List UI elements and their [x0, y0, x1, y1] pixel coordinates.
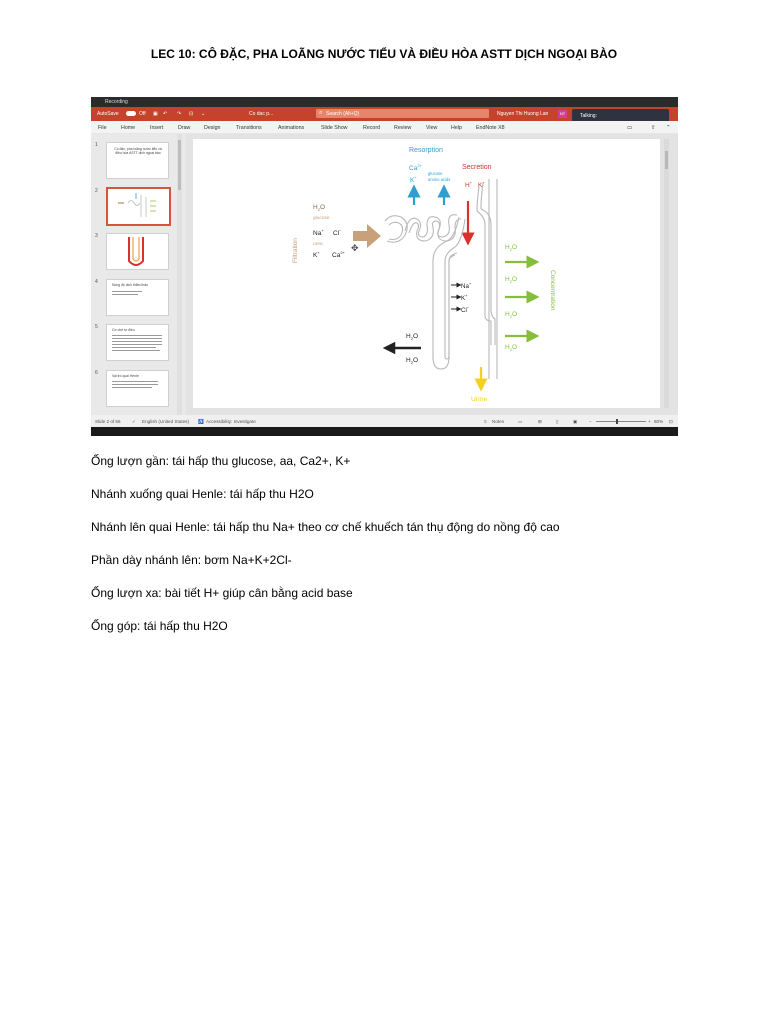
accessibility-icon[interactable]: ♿	[198, 419, 204, 424]
zoom-slider[interactable]	[596, 421, 646, 422]
slide-thumbnail[interactable]	[106, 142, 169, 179]
menu-slide-show[interactable]: Slide Show	[321, 125, 348, 131]
avatar[interactable]: NT	[559, 111, 566, 116]
filtration-sodium-label: Na+	[313, 228, 324, 237]
thumb-caption: Cơ chế tự điều	[112, 328, 135, 332]
filtration-potassium-label: K+	[313, 250, 320, 259]
scrollbar-thumb[interactable]	[665, 151, 668, 169]
comments-icon[interactable]: ▭	[627, 125, 633, 131]
menu-help[interactable]: Help	[451, 125, 462, 131]
powerpoint-screenshot	[91, 97, 678, 436]
slide-thumbnail[interactable]	[106, 279, 169, 316]
zoom-level[interactable]: 60%	[654, 419, 664, 424]
collapse-ribbon-icon[interactable]: ⌃	[666, 125, 671, 131]
talking-label: Talking:	[580, 113, 597, 119]
thumb-text-line	[112, 350, 160, 351]
slide-thumbnail-pane	[91, 134, 186, 415]
menu-endnote[interactable]: EndNote X8	[476, 125, 505, 131]
thumb-text-line	[112, 341, 162, 342]
filtration-chloride-label: Cl−	[333, 228, 342, 237]
more-icon[interactable]: ⌄	[201, 111, 206, 117]
filtration-h2o-label: $H_2O$	[313, 204, 325, 212]
nephron-diagram	[193, 139, 660, 408]
slide-thumbnail[interactable]	[106, 370, 169, 407]
search-input[interactable]	[316, 109, 489, 118]
loop-potassium-label: K+	[461, 293, 468, 302]
present-icon[interactable]: ⊡	[189, 111, 194, 117]
file-name[interactable]: Co dac p...	[249, 111, 274, 117]
thumb-loop-preview	[107, 234, 168, 269]
water-label: $H_2O$	[505, 244, 517, 252]
search-placeholder: Search (Alt+Q)	[326, 111, 360, 117]
status-bar	[91, 415, 678, 427]
current-slide[interactable]	[193, 139, 660, 408]
window-title: Recording	[105, 99, 128, 105]
autosave-label: AutoSave	[97, 111, 119, 117]
fit-slide-icon[interactable]: ⊡	[669, 419, 673, 424]
slide-scrollbar[interactable]	[664, 139, 669, 408]
thumb-text-line	[112, 294, 138, 295]
reading-view-icon[interactable]: ▯	[556, 419, 559, 424]
water-label: $H_2O$	[505, 276, 517, 284]
water-label: $H_2O$	[505, 344, 517, 352]
zoom-in-icon[interactable]: +	[648, 419, 651, 424]
thumb-text-line	[112, 335, 162, 336]
menu-transitions[interactable]: Transitions	[236, 125, 262, 131]
thumb-text-line	[112, 291, 142, 292]
ribbon-menu	[91, 121, 678, 133]
menu-draw[interactable]: Draw	[178, 125, 191, 131]
water-label: $H_2O$	[505, 311, 517, 319]
slide-sorter-icon[interactable]: ⊞	[538, 419, 542, 424]
loop-sodium-label: Na+	[461, 281, 472, 290]
thumb-text-line	[112, 338, 162, 339]
slide-counter: Slide 2 of 56	[95, 419, 121, 424]
accessibility-status[interactable]: Accessibility: Investigate	[206, 419, 256, 424]
thumb-number: 6	[95, 370, 98, 376]
filtration-glucose-label: glucose	[313, 216, 330, 221]
redo-icon[interactable]: ↷	[177, 111, 182, 117]
note-collecting-duct: Ống góp: tái hấp thu H2O	[91, 619, 228, 633]
thumbnail-scrollbar[interactable]	[177, 134, 182, 415]
menu-insert[interactable]: Insert	[150, 125, 164, 131]
slide-thumbnail[interactable]	[106, 324, 169, 361]
thumb-number: 3	[95, 233, 98, 239]
thumb-text-line	[112, 347, 156, 348]
note-proximal-tubule: Ống lượn gần: tái hấp thu glucose, aa, Ca2+, K+	[91, 454, 351, 468]
thumb-caption: Cô đặc, pha loãng nước tiểu và điều hòa ASTT dịch ngoại bào	[114, 147, 162, 155]
autosave-state: Off	[139, 111, 146, 117]
hydrogen-ion-label: H+	[465, 180, 473, 189]
move-cursor-icon: ✥	[351, 243, 359, 253]
notes-button[interactable]: Notes	[492, 419, 505, 424]
menu-home[interactable]: Home	[121, 125, 136, 131]
menu-design[interactable]: Design	[204, 125, 221, 131]
zoom-slider-handle[interactable]	[616, 419, 618, 424]
note-descending-limb: Nhánh xuống quai Henle: tái hấp thu H2O	[91, 487, 314, 501]
normal-view-icon[interactable]: ▭	[518, 419, 523, 424]
thumb-text-line	[112, 384, 158, 385]
thumb-text-line	[112, 387, 152, 388]
spellcheck-icon[interactable]: ✓	[132, 419, 136, 424]
secretion-label: Secretion	[462, 164, 492, 171]
concentration-label: Concentration	[549, 270, 556, 311]
amino-acids-label: amino acids	[428, 177, 451, 182]
screen-bottom-border	[91, 427, 678, 436]
save-icon[interactable]: ▣	[153, 111, 158, 117]
thumb-caption: Vai trò quai Henle	[112, 374, 139, 378]
thumb-number: 4	[95, 279, 98, 285]
note-ascending-limb: Nhánh lên quai Henle: tái hấp thu Na+ theo cơ chế khuếch tán thụ động do nồng độ cao	[91, 520, 560, 534]
thumb-text-line	[112, 344, 162, 345]
filtration-urea-label: urea	[313, 242, 323, 247]
urine-label: Urine	[471, 396, 488, 403]
language-indicator[interactable]: English (United States)	[142, 419, 189, 424]
potassium-ion-label: K+	[410, 175, 417, 184]
thumb-nephron-preview	[108, 189, 167, 222]
thumb-text-line	[112, 381, 158, 382]
notes-icon[interactable]: ≡	[484, 419, 487, 424]
water-label: $H_2O$	[406, 357, 418, 365]
menu-record[interactable]: Record	[363, 125, 381, 131]
note-distal-tubule: Ống lượn xa: bài tiết H+ giúp cân bằng acid base	[91, 586, 353, 600]
slide-thumbnail-selected[interactable]	[106, 187, 171, 226]
loop-chloride-label: Cl−	[461, 305, 470, 314]
autosave-toggle[interactable]	[126, 111, 136, 116]
filtration-calcium-label: $Ca^{2+}$	[332, 250, 345, 259]
potassium-secretion-label: K+	[478, 180, 485, 189]
window-titlebar	[91, 97, 678, 107]
thumb-number: 1	[95, 142, 98, 148]
slide-thumbnail[interactable]	[106, 233, 169, 270]
undo-icon[interactable]: ↶	[163, 111, 168, 117]
menu-review[interactable]: Review	[394, 125, 412, 131]
water-label: $H_2O$	[406, 333, 418, 341]
menu-file[interactable]: File	[98, 125, 107, 131]
menu-animations[interactable]: Animations	[278, 125, 305, 131]
slideshow-icon[interactable]: ▣	[573, 419, 578, 424]
resorption-label: Resorption	[409, 147, 443, 154]
filtration-label: Filtration	[292, 238, 299, 263]
menu-view[interactable]: View	[426, 125, 438, 131]
note-thick-ascending-limb: Phần dày nhánh lên: bơm Na+K+2Cl-	[91, 553, 292, 567]
document-title: LEC 10: CÔ ĐẶC, PHA LOÃNG NƯỚC TIỂU VÀ ĐIỀU HÒA ASTT DỊCH NGOẠI BÀO	[150, 47, 618, 61]
slide-editor	[186, 134, 678, 415]
thumb-number: 5	[95, 324, 98, 330]
search-icon: ⌕	[319, 110, 323, 116]
thumb-caption: Nồng độ dịch thẩm thấu	[112, 283, 149, 287]
thumb-number: 2	[95, 188, 98, 194]
share-icon[interactable]: ⇧	[651, 125, 656, 131]
glucose-small-label: glucose	[428, 171, 443, 176]
user-name: Nguyen Thi Huong Lan	[497, 111, 549, 117]
scrollbar-thumb[interactable]	[178, 140, 181, 190]
zoom-out-icon[interactable]: −	[589, 419, 592, 424]
calcium-ion-label: $Ca^{2+}$	[409, 163, 422, 172]
